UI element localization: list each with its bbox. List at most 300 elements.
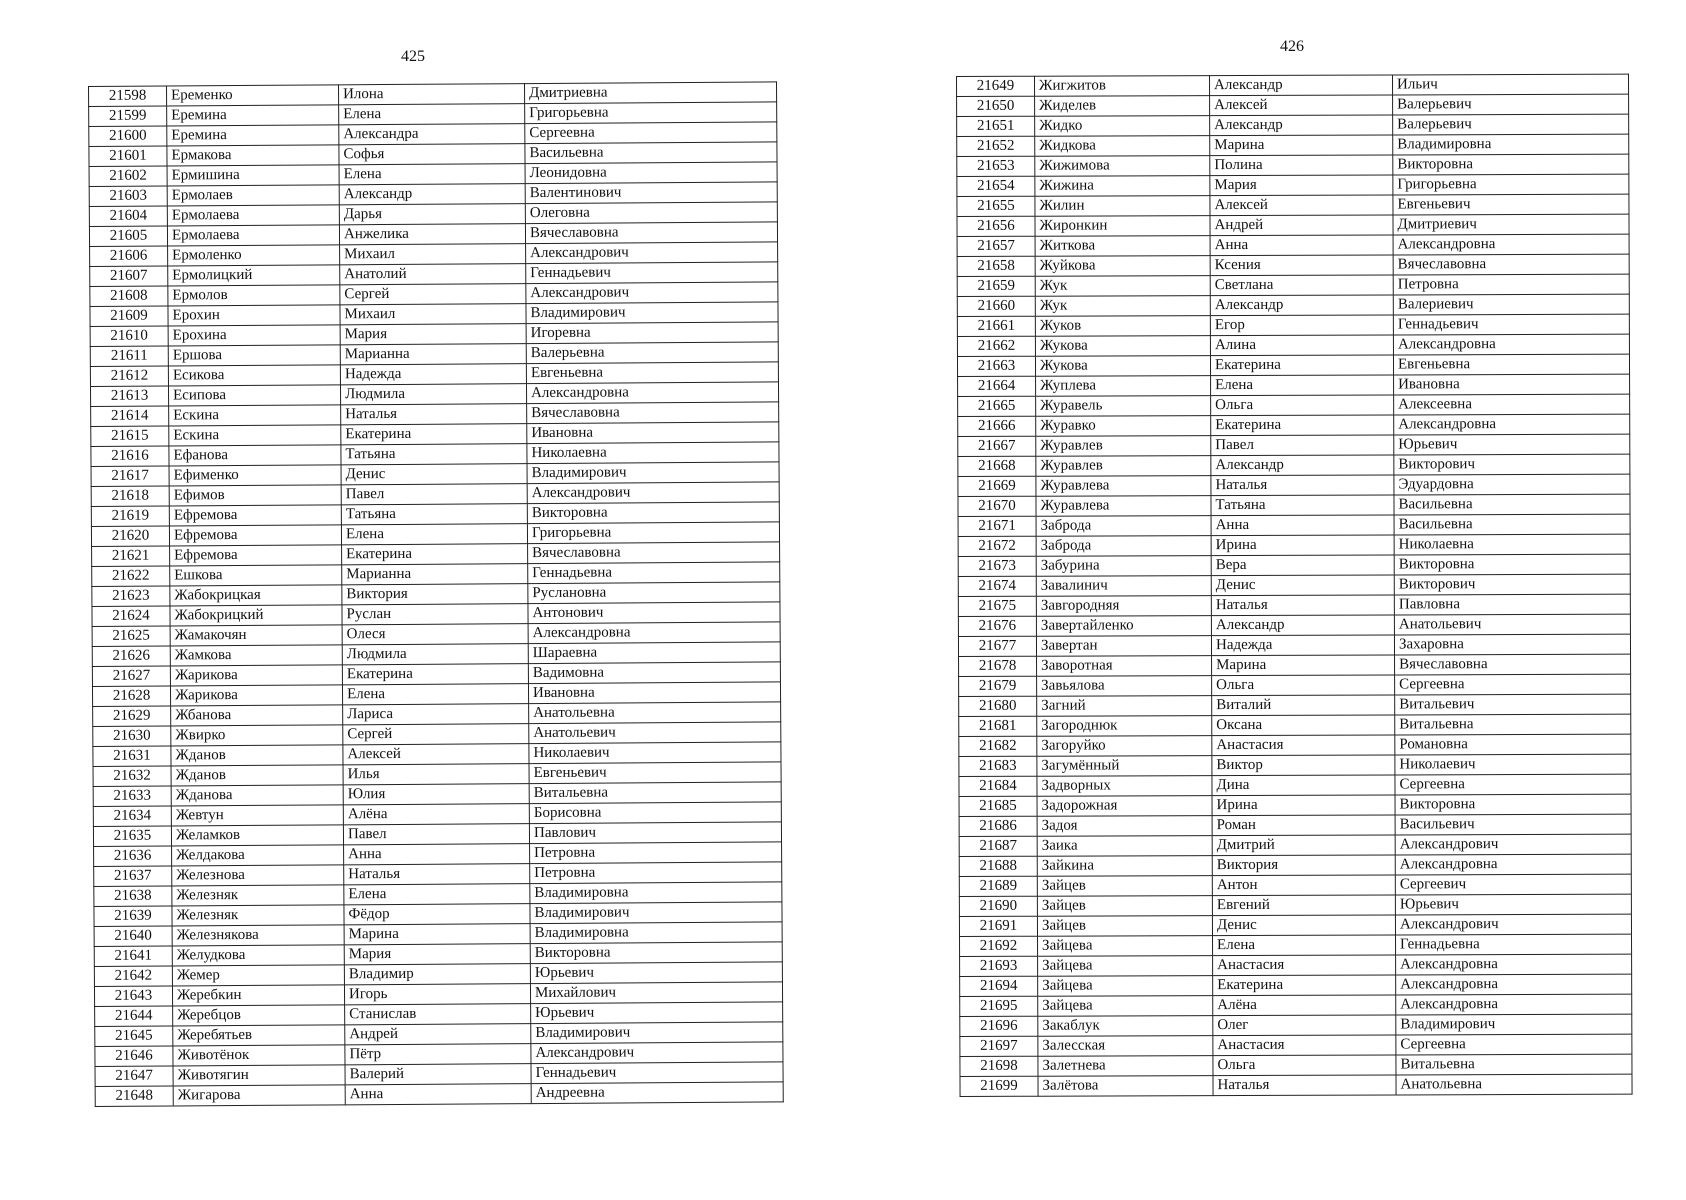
patronymic-cell: Вячеславовна [527,402,779,424]
record-number-cell: 21629 [93,706,171,727]
patronymic-cell: Ивановна [1394,374,1630,395]
record-number-cell: 21655 [957,196,1035,216]
record-number-cell: 21625 [92,626,170,647]
patronymic-cell: Васильевна [525,142,777,164]
first-name-cell: Олег [1213,1015,1396,1036]
first-name-cell: Оксана [1212,715,1395,736]
record-number-cell: 21638 [94,886,172,907]
patronymic-cell: Александровна [1395,854,1631,875]
record-number-cell: 21619 [91,506,169,527]
last-name-cell: Загоруйко [1037,736,1212,757]
patronymic-cell: Геннадьевич [531,1062,783,1084]
table-row [957,194,1629,216]
record-number-cell: 21687 [959,836,1037,856]
last-name-cell: Жилин [1035,196,1210,217]
record-number-cell: 21635 [93,826,171,847]
first-name-cell: Сергей [340,284,526,305]
patronymic-cell: Сергеевна [1395,774,1631,795]
patronymic-cell: Евгеньевич [529,762,781,784]
first-name-cell: Екатерина [1211,415,1394,436]
patronymic-cell: Александровна [1396,974,1632,995]
last-name-cell: Завьялова [1037,676,1212,697]
first-name-cell: Мария [344,944,530,965]
table-row [958,554,1630,576]
last-name-cell: Железнякова [172,925,344,946]
table-row [960,1054,1632,1076]
record-number-cell: 21601 [89,146,167,167]
last-name-cell: Завертайленко [1036,616,1211,637]
first-name-cell: Руслан [342,604,528,625]
first-name-cell: Евгений [1212,895,1395,916]
last-name-cell: Жуков [1035,316,1210,337]
table-row [958,514,1630,536]
first-name-cell: Андрей [345,1024,531,1045]
patronymic-cell: Владимирович [1396,1014,1632,1035]
table-row [957,314,1629,336]
first-name-cell: Александр [1211,455,1394,476]
record-number-cell: 21623 [92,586,170,607]
record-number-cell: 21661 [957,316,1035,336]
last-name-cell: Еремина [167,125,339,146]
patronymic-cell: Викторовна [527,502,779,524]
patronymic-cell: Викторовна [1393,154,1629,175]
last-name-cell: Железняк [172,885,344,906]
last-name-cell: Журавлева [1036,476,1211,497]
first-name-cell: Алексей [1210,95,1393,116]
first-name-cell: Ирина [1212,795,1395,816]
patronymic-cell: Антонович [528,602,780,624]
patronymic-cell: Ильич [1392,74,1628,95]
first-name-cell: Наталья [1211,595,1394,616]
last-name-cell: Журавель [1036,396,1211,417]
table-row [958,454,1630,476]
first-name-cell: Екатерина [342,664,528,685]
first-name-cell: Анастасия [1212,735,1395,756]
record-number-cell: 21686 [959,816,1037,836]
first-name-cell: Александр [339,184,525,205]
first-name-cell: Павел [1211,435,1394,456]
last-name-cell: Желудкова [172,945,344,966]
patronymic-cell: Валерьевна [526,342,778,364]
record-number-cell: 21643 [94,986,172,1007]
first-name-cell: Алёна [1213,995,1396,1016]
last-name-cell: Завалинич [1036,576,1211,597]
record-number-cell: 21599 [89,106,167,127]
patronymic-cell: Игоревна [526,322,778,344]
table-row [960,974,1632,996]
first-name-cell: Елена [342,684,528,705]
last-name-cell: Ерохина [168,325,340,346]
table-row [958,414,1630,436]
patronymic-cell: Витальевна [1396,1054,1632,1075]
table-row [959,654,1631,676]
record-number-cell: 21690 [959,896,1037,916]
last-name-cell: Зайцева [1038,976,1213,997]
last-name-cell: Жданов [171,745,343,766]
last-name-cell: Залесская [1038,1036,1213,1057]
patronymic-cell: Валериевич [1393,294,1629,315]
patronymic-cell: Александровна [1393,234,1629,255]
patronymic-cell: Владимирович [527,462,779,484]
last-name-cell: Жабокрицкая [170,585,342,606]
patronymic-cell: Николаевна [1394,534,1630,555]
record-number-cell: 21647 [95,1066,173,1087]
last-name-cell: Задворных [1037,776,1212,797]
record-number-cell: 21641 [94,946,172,967]
first-name-cell: Полина [1210,155,1393,176]
first-name-cell: Светлана [1210,275,1393,296]
table-row [957,74,1629,96]
table-row [959,814,1631,836]
first-name-cell: Александра [339,124,525,145]
table-row [960,1034,1632,1056]
first-name-cell: Илья [343,764,529,785]
last-name-cell: Ескина [169,425,341,446]
last-name-cell: Ермоленко [168,245,340,266]
patronymic-cell: Геннадьевич [1393,314,1629,335]
record-number-cell: 21598 [89,86,167,107]
record-number-cell: 21617 [91,466,169,487]
patronymic-cell: Владимирович [531,1022,783,1044]
record-number-cell: 21697 [960,1036,1038,1056]
first-name-cell: Алексей [1210,195,1393,216]
patronymic-cell: Павлович [529,822,781,844]
last-name-cell: Ефремова [169,525,341,546]
first-name-cell: Елена [339,104,525,125]
record-number-cell: 21636 [94,846,172,867]
first-name-cell: Михаил [340,304,526,325]
first-name-cell: Анна [344,844,530,865]
last-name-cell: Залетнева [1038,1056,1213,1077]
record-number-cell: 21613 [90,386,168,407]
last-name-cell: Жиронкин [1035,216,1210,237]
record-number-cell: 21693 [960,956,1038,976]
last-name-cell: Житкова [1035,236,1210,257]
table-row [95,1082,783,1107]
first-name-cell: Владимир [344,964,530,985]
record-number-cell: 21650 [957,96,1035,116]
table-row [958,574,1630,596]
record-number-cell: 21657 [957,236,1035,256]
patronymic-cell: Викторович [1394,574,1630,595]
last-name-cell: Завертан [1036,636,1211,657]
record-number-cell: 21618 [91,486,169,507]
last-name-cell: Желдакова [172,845,344,866]
record-number-cell: 21677 [958,636,1036,656]
page-number: 426 [1280,38,1304,55]
last-name-cell: Журавлева [1036,496,1211,517]
last-name-cell: Заика [1037,836,1212,857]
patronymic-cell: Владимировна [530,882,782,904]
last-name-cell: Жуплева [1036,376,1211,397]
table-row [958,494,1630,516]
patronymic-cell: Викторовна [1394,554,1630,575]
patronymic-cell: Александрович [1395,834,1631,855]
table-row [958,374,1630,396]
patronymic-cell: Валерьевич [1393,114,1629,135]
table-row [958,614,1630,636]
record-number-cell: 21614 [91,406,169,427]
patronymic-cell: Александровна [1396,954,1632,975]
patronymic-cell: Викторовна [530,942,782,964]
patronymic-cell: Олеговна [525,202,777,224]
first-name-cell: Денис [1212,915,1395,936]
table-row [957,114,1629,136]
last-name-cell: Желамков [171,825,343,846]
last-name-cell: Жевтун [171,805,343,826]
first-name-cell: Елена [341,524,527,545]
record-number-cell: 21630 [93,726,171,747]
first-name-cell: Михаил [340,244,526,265]
patronymic-cell: Анатольевна [529,702,781,724]
record-number-cell: 21604 [89,206,167,227]
record-number-cell: 21648 [95,1086,173,1107]
record-number-cell: 21616 [91,446,169,467]
patronymic-cell: Васильевич [1395,814,1631,835]
first-name-cell: Александр [1210,115,1393,136]
last-name-cell: Жеребцов [173,1005,345,1026]
table-row [958,434,1630,456]
first-name-cell: Александр [1211,615,1394,636]
last-name-cell: Зайцева [1038,956,1213,977]
page-number: 425 [401,48,425,65]
last-name-cell: Зайцев [1037,896,1212,917]
first-name-cell: Ольга [1211,395,1394,416]
record-number-cell: 21676 [958,616,1036,636]
last-name-cell: Жижимова [1035,156,1210,177]
last-name-cell: Ермакова [167,145,339,166]
table-row [957,234,1629,256]
record-number-cell: 21675 [958,596,1036,616]
record-number-cell: 21669 [958,476,1036,496]
last-name-cell: Ефанова [169,445,341,466]
record-number-cell: 21668 [958,456,1036,476]
table-row [958,634,1630,656]
patronymic-cell: Вячеславовна [1395,654,1631,675]
last-name-cell: Жеребкин [172,985,344,1006]
last-name-cell: Жамкова [170,645,342,666]
first-name-cell: Елена [344,884,530,905]
last-name-cell: Загороднюк [1037,716,1212,737]
table-row [959,874,1631,896]
first-name-cell: Александр [1210,75,1393,96]
patronymic-cell: Григорьевна [1393,174,1629,195]
last-name-cell: Жиделев [1035,96,1210,117]
patronymic-cell: Валерьевич [1393,94,1629,115]
patronymic-cell: Эдуардовна [1394,474,1630,495]
record-number-cell: 21679 [959,676,1037,696]
table-row [960,934,1632,956]
first-name-cell: Андрей [1210,215,1393,236]
patronymic-cell: Витальевич [1395,694,1631,715]
last-name-cell: Животёнок [173,1045,345,1066]
last-name-cell: Жамакочян [170,625,342,646]
last-name-cell: Жданов [171,765,343,786]
last-name-cell: Зайцева [1038,996,1213,1017]
patronymic-cell: Александровна [528,622,780,644]
record-number-cell: 21681 [959,716,1037,736]
record-number-cell: 21607 [90,266,168,287]
record-number-cell: 21609 [90,306,168,327]
last-name-cell: Залётова [1038,1076,1213,1097]
first-name-cell: Александр [1210,295,1393,316]
patronymic-cell: Вадимовна [528,662,780,684]
first-name-cell: Надежда [340,364,526,385]
table-row [960,1074,1632,1096]
patronymic-cell: Александрович [526,282,778,304]
last-name-cell: Зайцева [1038,936,1213,957]
first-name-cell: Алексей [343,744,529,765]
first-name-cell: Екатерина [1210,355,1393,376]
first-name-cell: Екатерина [342,544,528,565]
patronymic-cell: Александрович [526,242,778,264]
last-name-cell: Ескина [169,405,341,426]
last-name-cell: Завгородняя [1036,596,1211,617]
record-number-cell: 21626 [92,646,170,667]
patronymic-cell: Романовна [1395,734,1631,755]
record-number-cell: 21621 [92,546,170,567]
last-name-cell: Железнова [172,865,344,886]
last-name-cell: Заброда [1036,516,1211,537]
table-row [959,674,1631,696]
record-number-cell: 21651 [957,116,1035,136]
record-number-cell: 21699 [960,1076,1038,1096]
first-name-cell: Марина [1210,135,1393,156]
first-name-cell: Ирина [1211,535,1394,556]
first-name-cell: Денис [341,464,527,485]
last-name-cell: Ешкова [170,565,342,586]
patronymic-cell: Юрьевич [1394,434,1630,455]
first-name-cell: Татьяна [1211,495,1394,516]
table-row [960,994,1632,1016]
last-name-cell: Ермолаева [167,205,339,226]
patronymic-cell: Геннадьевич [526,262,778,284]
record-number-cell: 21674 [958,576,1036,596]
first-name-cell: Валерий [345,1064,531,1085]
first-name-cell: Фёдор [344,904,530,925]
record-number-cell: 21606 [90,246,168,267]
last-name-cell: Забурина [1036,556,1211,577]
first-name-cell: Наталья [341,404,527,425]
table-row [959,714,1631,736]
record-number-cell: 21683 [959,756,1037,776]
record-number-cell: 21634 [93,806,171,827]
patronymic-cell: Викторович [1394,454,1630,475]
first-name-cell: Наталья [1211,475,1394,496]
last-name-cell: Жвирко [171,725,343,746]
first-name-cell: Мария [1210,175,1393,196]
first-name-cell: Людмила [340,384,526,405]
record-number-cell: 21611 [90,346,168,367]
first-name-cell: Олеся [342,624,528,645]
last-name-cell: Есикова [168,365,340,386]
first-name-cell: Анастасия [1213,1035,1396,1056]
first-name-cell: Ксения [1210,255,1393,276]
table-row [959,754,1631,776]
record-number-cell: 21644 [95,1006,173,1027]
first-name-cell: Лариса [343,704,529,725]
last-name-cell: Журавко [1036,416,1211,437]
first-name-cell: Марианна [342,564,528,585]
table-row [959,794,1631,816]
first-name-cell: Антон [1212,875,1395,896]
patronymic-cell: Александровна [526,382,778,404]
last-name-cell: Журавлев [1036,436,1211,457]
table-row [957,174,1629,196]
first-name-cell: Анжелика [339,224,525,245]
record-number-cell: 21659 [957,276,1035,296]
last-name-cell: Еремина [167,105,339,126]
table-row [957,274,1629,296]
patronymic-cell: Андреевна [531,1082,783,1104]
patronymic-cell: Евгеньевич [1393,194,1629,215]
last-name-cell: Жидко [1035,116,1210,137]
record-number-cell: 21656 [957,216,1035,236]
first-name-cell: Анна [1210,235,1393,256]
first-name-cell: Юлия [343,784,529,805]
first-name-cell: Ольга [1213,1055,1396,1076]
first-name-cell: Илона [338,84,524,105]
last-name-cell: Задорожная [1037,796,1212,817]
last-name-cell: Еременко [167,85,339,106]
patronymic-cell: Анатольевич [1394,614,1630,635]
first-name-cell: Ольга [1212,675,1395,696]
record-number-cell: 21603 [89,186,167,207]
patronymic-cell: Ивановна [527,422,779,444]
record-number-cell: 21646 [95,1046,173,1067]
patronymic-cell: Николаевна [527,442,779,464]
patronymic-cell: Витальевна [529,782,781,804]
record-number-cell: 21615 [91,426,169,447]
table-row [957,294,1629,316]
record-number-cell: 21642 [94,966,172,987]
record-number-cell: 21688 [959,856,1037,876]
last-name-cell: Жарикова [170,685,342,706]
record-number-cell: 21631 [93,746,171,767]
table-row [958,594,1630,616]
patronymic-cell: Витальевна [1395,714,1631,735]
patronymic-cell: Павловна [1394,594,1630,615]
last-name-cell: Жукова [1035,336,1210,357]
first-name-cell: Екатерина [341,424,527,445]
record-number-cell: 21627 [92,666,170,687]
patronymic-cell: Александрович [531,1042,783,1064]
patronymic-cell: Александровна [1393,334,1629,355]
record-number-cell: 21680 [959,696,1037,716]
first-name-cell: Игорь [344,984,530,1005]
patronymic-cell: Васильевна [1394,494,1630,515]
patronymic-cell: Юрьевич [530,962,782,984]
record-number-cell: 21678 [959,656,1037,676]
last-name-cell: Жарикова [170,665,342,686]
first-name-cell: Павел [341,484,527,505]
last-name-cell: Зайцев [1037,876,1212,897]
record-number-cell: 21652 [957,136,1035,156]
record-number-cell: 21684 [959,776,1037,796]
patronymic-cell: Леонидовна [525,162,777,184]
record-number-cell: 21608 [90,286,168,307]
first-name-cell: Наталья [1213,1075,1396,1096]
registry-table [956,74,1633,1097]
record-number-cell: 21664 [958,376,1036,396]
last-name-cell: Есипова [168,385,340,406]
first-name-cell: Виктор [1212,755,1395,776]
first-name-cell: Дмитрий [1212,835,1395,856]
first-name-cell: Марианна [340,344,526,365]
first-name-cell: Алёна [343,804,529,825]
table-row [958,474,1630,496]
first-name-cell: Татьяна [341,504,527,525]
